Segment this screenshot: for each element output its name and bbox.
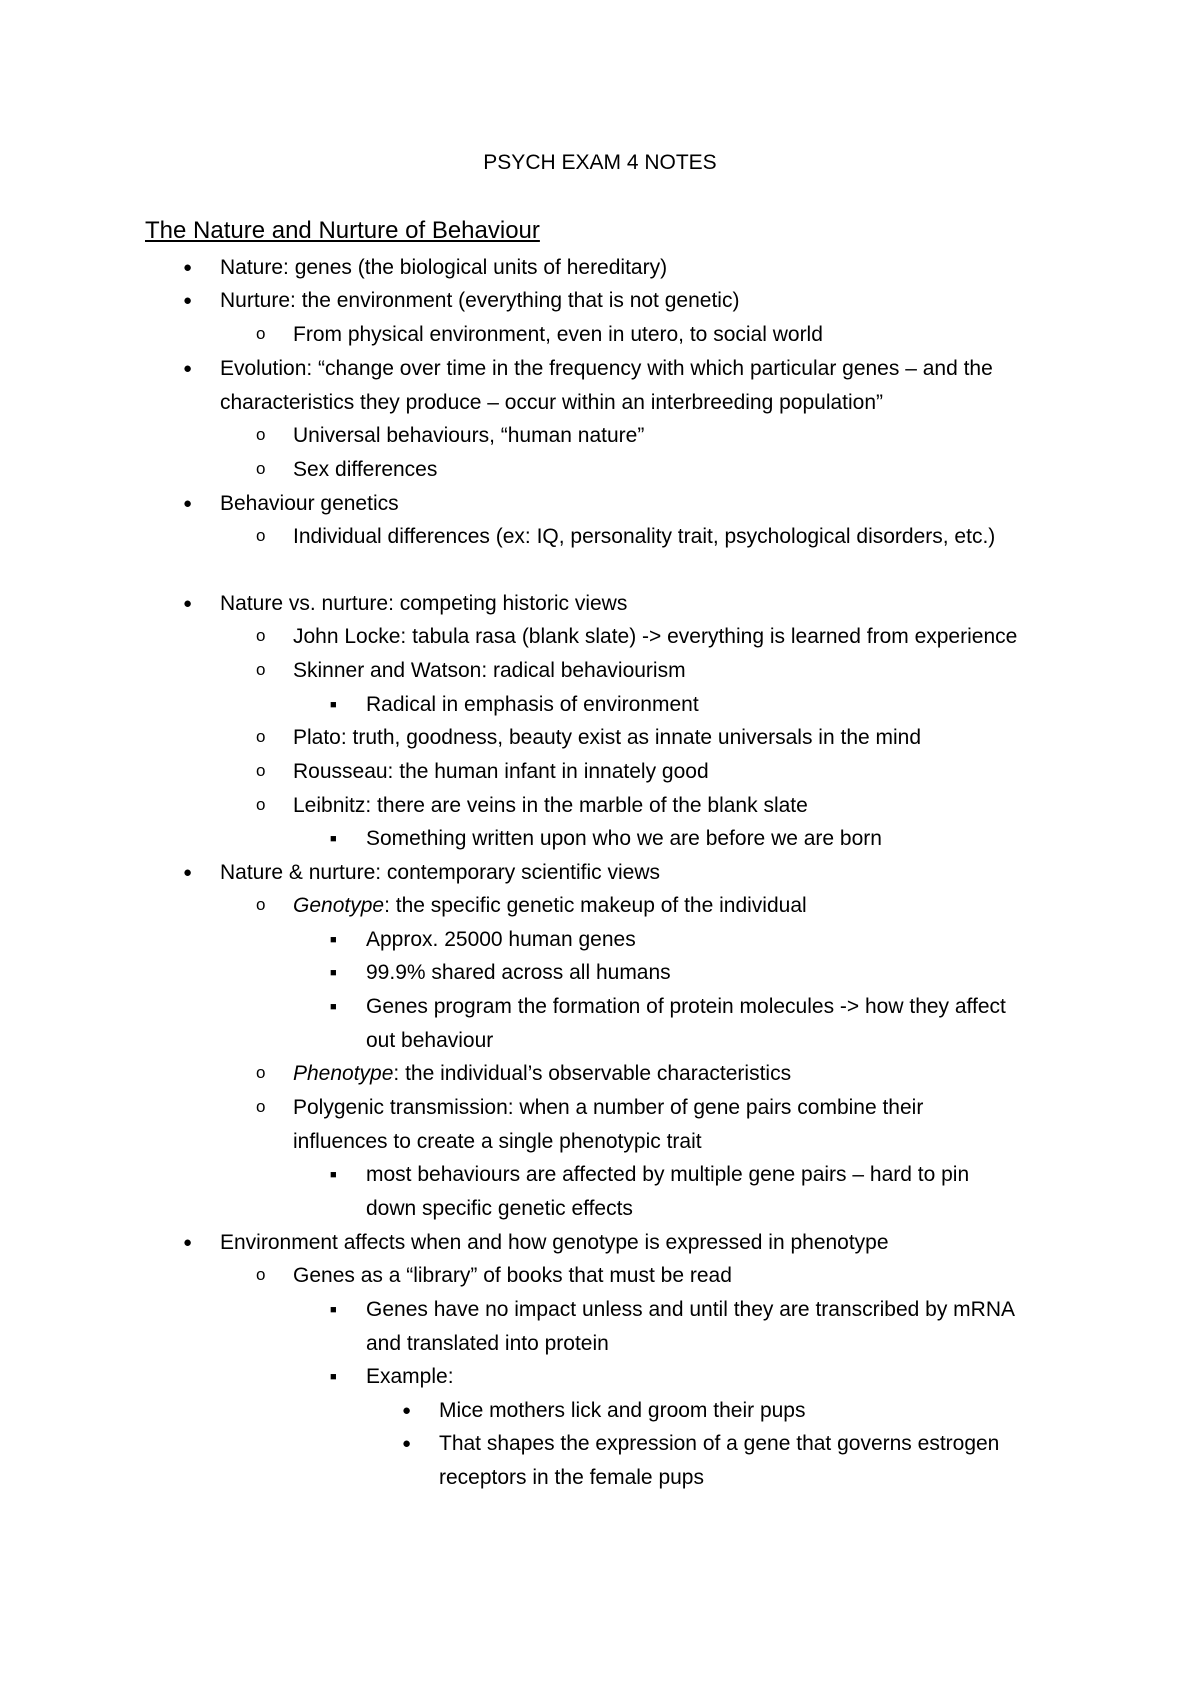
list-item: Polygenic transmission: when a number of gene pairs combine their xyxy=(293,1096,924,1119)
square-bullet-icon: ■ xyxy=(330,833,337,845)
square-bullet-icon: ■ xyxy=(330,967,337,979)
list-item: Example: xyxy=(366,1365,454,1388)
list-item: Sex differences xyxy=(293,458,438,481)
list-item: Something written upon who we are before we are born xyxy=(366,827,882,850)
bullet-icon: ● xyxy=(402,1435,412,1452)
list-item-continuation: receptors in the female pups xyxy=(439,1466,704,1489)
list-item: Mice mothers lick and groom their pups xyxy=(439,1399,806,1422)
list-item: Environment affects when and how genotype is expressed in phenotype xyxy=(220,1231,889,1254)
list-item: most behaviours are affected by multiple gene pairs – hard to pin xyxy=(366,1163,970,1186)
list-item: Nature: genes (the biological units of hereditary) xyxy=(220,256,668,279)
list-item: Radical in emphasis of environment xyxy=(366,693,699,716)
bullet-icon: ● xyxy=(183,864,193,881)
circle-bullet-icon: o xyxy=(256,1097,266,1116)
circle-bullet-icon: o xyxy=(256,1265,266,1284)
list-item: 99.9% shared across all humans xyxy=(366,961,671,984)
square-bullet-icon: ■ xyxy=(330,1001,337,1013)
circle-bullet-icon: o xyxy=(256,727,266,746)
definition: : the individual’s observable characteristics xyxy=(393,1062,792,1085)
list-item: Genes have no impact unless and until they are transcribed by mRNA xyxy=(366,1298,1016,1321)
square-bullet-icon: ■ xyxy=(330,934,337,946)
definition: : the specific genetic makeup of the individual xyxy=(384,894,807,917)
list-item-continuation: influences to create a single phenotypic trait xyxy=(293,1130,702,1153)
square-bullet-icon: ■ xyxy=(330,1304,337,1316)
bullet-icon: ● xyxy=(183,259,193,276)
list-item: Leibnitz: there are veins in the marble of the blank slate xyxy=(293,794,808,817)
list-item xyxy=(293,1059,791,1089)
term: Genotype xyxy=(293,894,385,917)
bullet-icon: ● xyxy=(183,595,193,612)
list-item: Plato: truth, goodness, beauty exist as innate universals in the mind xyxy=(293,726,922,749)
list-item xyxy=(293,891,807,921)
square-bullet-icon: ■ xyxy=(330,699,337,711)
list-item: From physical environment, even in utero, to social world xyxy=(293,323,823,346)
page-title: PSYCH EXAM 4 NOTES xyxy=(483,151,717,174)
list-item: Rousseau: the human infant in innately good xyxy=(293,760,709,783)
bullet-icon: ● xyxy=(183,360,193,377)
list-item: Nature & nurture: contemporary scientific views xyxy=(220,861,661,884)
list-item: Individual differences (ex: IQ, personality trait, psychological disorders, etc.) xyxy=(293,525,996,548)
list-item: Approx. 25000 human genes xyxy=(366,928,636,951)
circle-bullet-icon: o xyxy=(256,324,266,343)
list-item-continuation: out behaviour xyxy=(366,1029,494,1052)
list-item: John Locke: tabula rasa (blank slate) -> everything is learned from experience xyxy=(293,625,1018,648)
list-item: Behaviour genetics xyxy=(220,492,399,515)
list-item: Nurture: the environment (everything that is not genetic) xyxy=(220,289,740,312)
circle-bullet-icon: o xyxy=(256,1063,266,1082)
section-heading: The Nature and Nurture of Behaviour xyxy=(145,217,540,244)
circle-bullet-icon: o xyxy=(256,795,266,814)
circle-bullet-icon: o xyxy=(256,526,266,545)
list-item: Genes as a “library” of books that must be read xyxy=(293,1264,732,1287)
list-item: Nature vs. nurture: competing historic views xyxy=(220,592,628,615)
circle-bullet-icon: o xyxy=(256,660,266,679)
list-item-continuation: characteristics they produce – occur within an interbreeding population” xyxy=(220,391,884,414)
list-item: That shapes the expression of a gene that governs estrogen xyxy=(439,1432,1000,1455)
circle-bullet-icon: o xyxy=(256,626,266,645)
square-bullet-icon: ■ xyxy=(330,1169,337,1181)
circle-bullet-icon: o xyxy=(256,459,266,478)
term: Phenotype xyxy=(293,1062,394,1085)
circle-bullet-icon: o xyxy=(256,761,266,780)
list-item: Evolution: “change over time in the frequency with which particular genes – and the xyxy=(220,357,993,380)
circle-bullet-icon: o xyxy=(256,895,266,914)
circle-bullet-icon: o xyxy=(256,425,266,444)
list-item: Skinner and Watson: radical behaviourism xyxy=(293,659,686,682)
bullet-icon: ● xyxy=(183,292,193,309)
bullet-icon: ● xyxy=(402,1402,412,1419)
list-item-continuation: down specific genetic effects xyxy=(366,1197,633,1220)
square-bullet-icon: ■ xyxy=(330,1371,337,1383)
bullet-icon: ● xyxy=(183,1234,193,1251)
list-item-continuation: and translated into protein xyxy=(366,1332,609,1355)
bullet-icon: ● xyxy=(183,495,193,512)
list-item: Genes program the formation of protein molecules -> how they affect xyxy=(366,995,1006,1018)
list-item: Universal behaviours, “human nature” xyxy=(293,424,645,447)
